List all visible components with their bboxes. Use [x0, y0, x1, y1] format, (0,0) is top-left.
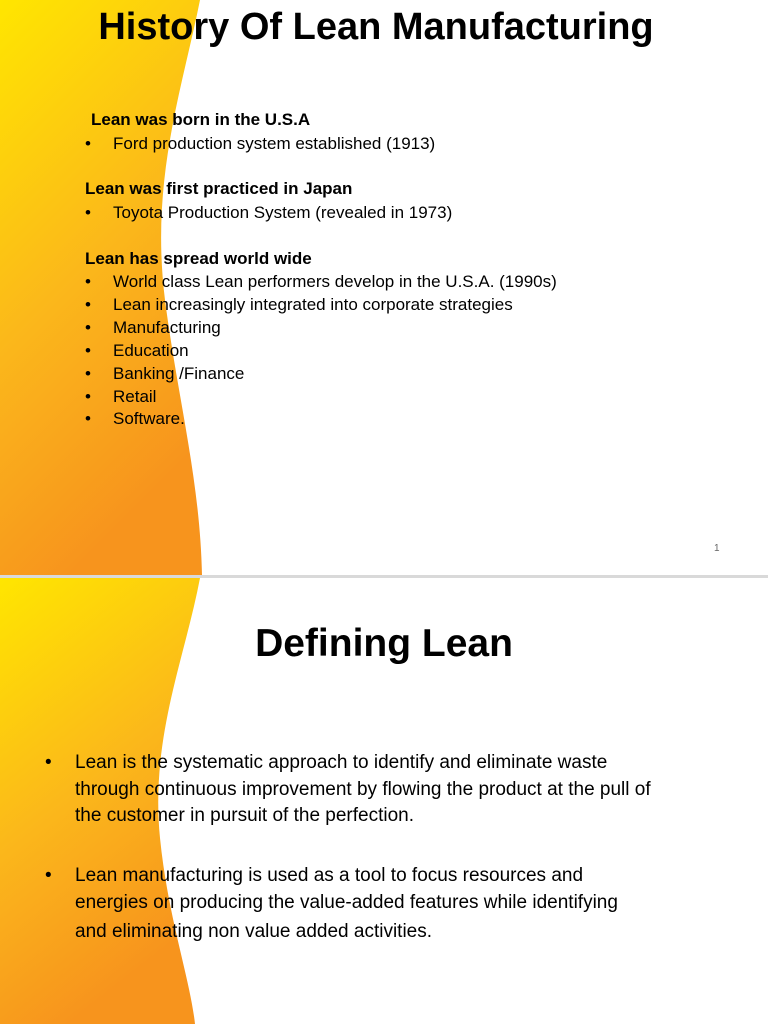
bullet: •: [85, 295, 91, 314]
list-item: [85, 364, 244, 384]
list-item: [85, 203, 452, 223]
bullet: •: [85, 318, 91, 337]
list-item: [85, 409, 185, 429]
list-item-text: Banking /Finance: [113, 364, 245, 383]
section-heading-usa: Lean was born in the U.S.A: [91, 110, 311, 129]
paragraph-definition: [45, 750, 651, 830]
list-item: [85, 341, 189, 361]
list-item-text: Software.: [113, 409, 185, 428]
paragraph-line: Lean is the systematic approach to identify and eliminate waste: [75, 752, 608, 773]
list-item: [85, 272, 557, 292]
list-item: [85, 134, 435, 154]
paragraph-line: energies on producing the value-added features while identifying: [75, 891, 618, 913]
bullet: •: [85, 387, 91, 406]
paragraph-line: and eliminating non value added activities.: [75, 921, 433, 942]
bullet: •: [85, 364, 91, 383]
bullet: •: [85, 341, 91, 360]
list-item-text: Manufacturing: [113, 318, 221, 337]
paragraph-line: the customer in pursuit of the perfection.: [75, 805, 415, 826]
list-item-text: Lean increasingly integrated into corporate strategies: [113, 295, 513, 314]
list-item: [85, 295, 513, 315]
list-item-text: Ford production system established (1913): [113, 134, 436, 153]
paragraph-line: Lean manufacturing is used as a tool to focus resources and: [75, 865, 584, 886]
list-item-text: Retail: [113, 387, 157, 406]
paragraph-manufacturing: [45, 863, 618, 946]
list-item-text: Toyota Production System (revealed in 1973): [113, 203, 453, 222]
bullet: •: [45, 865, 52, 886]
bullet: •: [85, 409, 91, 428]
slide-title: Defining Lean: [255, 622, 513, 665]
section-heading-japan: Lean was first practiced in Japan: [85, 179, 353, 198]
section-heading-worldwide: Lean has spread world wide: [85, 249, 312, 268]
bullet: •: [85, 203, 91, 222]
list-item-text: Education: [113, 341, 189, 360]
list-item: [85, 387, 156, 407]
slide-title: History Of Lean Manufacturing: [98, 6, 654, 48]
list-item: [85, 318, 221, 338]
list-item-text: World class Lean performers develop in the U.S.A. (1990s): [113, 272, 557, 291]
bullet: •: [45, 752, 52, 773]
page-number: 1: [714, 543, 720, 554]
bullet: •: [85, 272, 91, 291]
bullet: •: [85, 134, 91, 153]
paragraph-line: through continuous improvement by flowing the product at the pull of: [75, 778, 651, 800]
